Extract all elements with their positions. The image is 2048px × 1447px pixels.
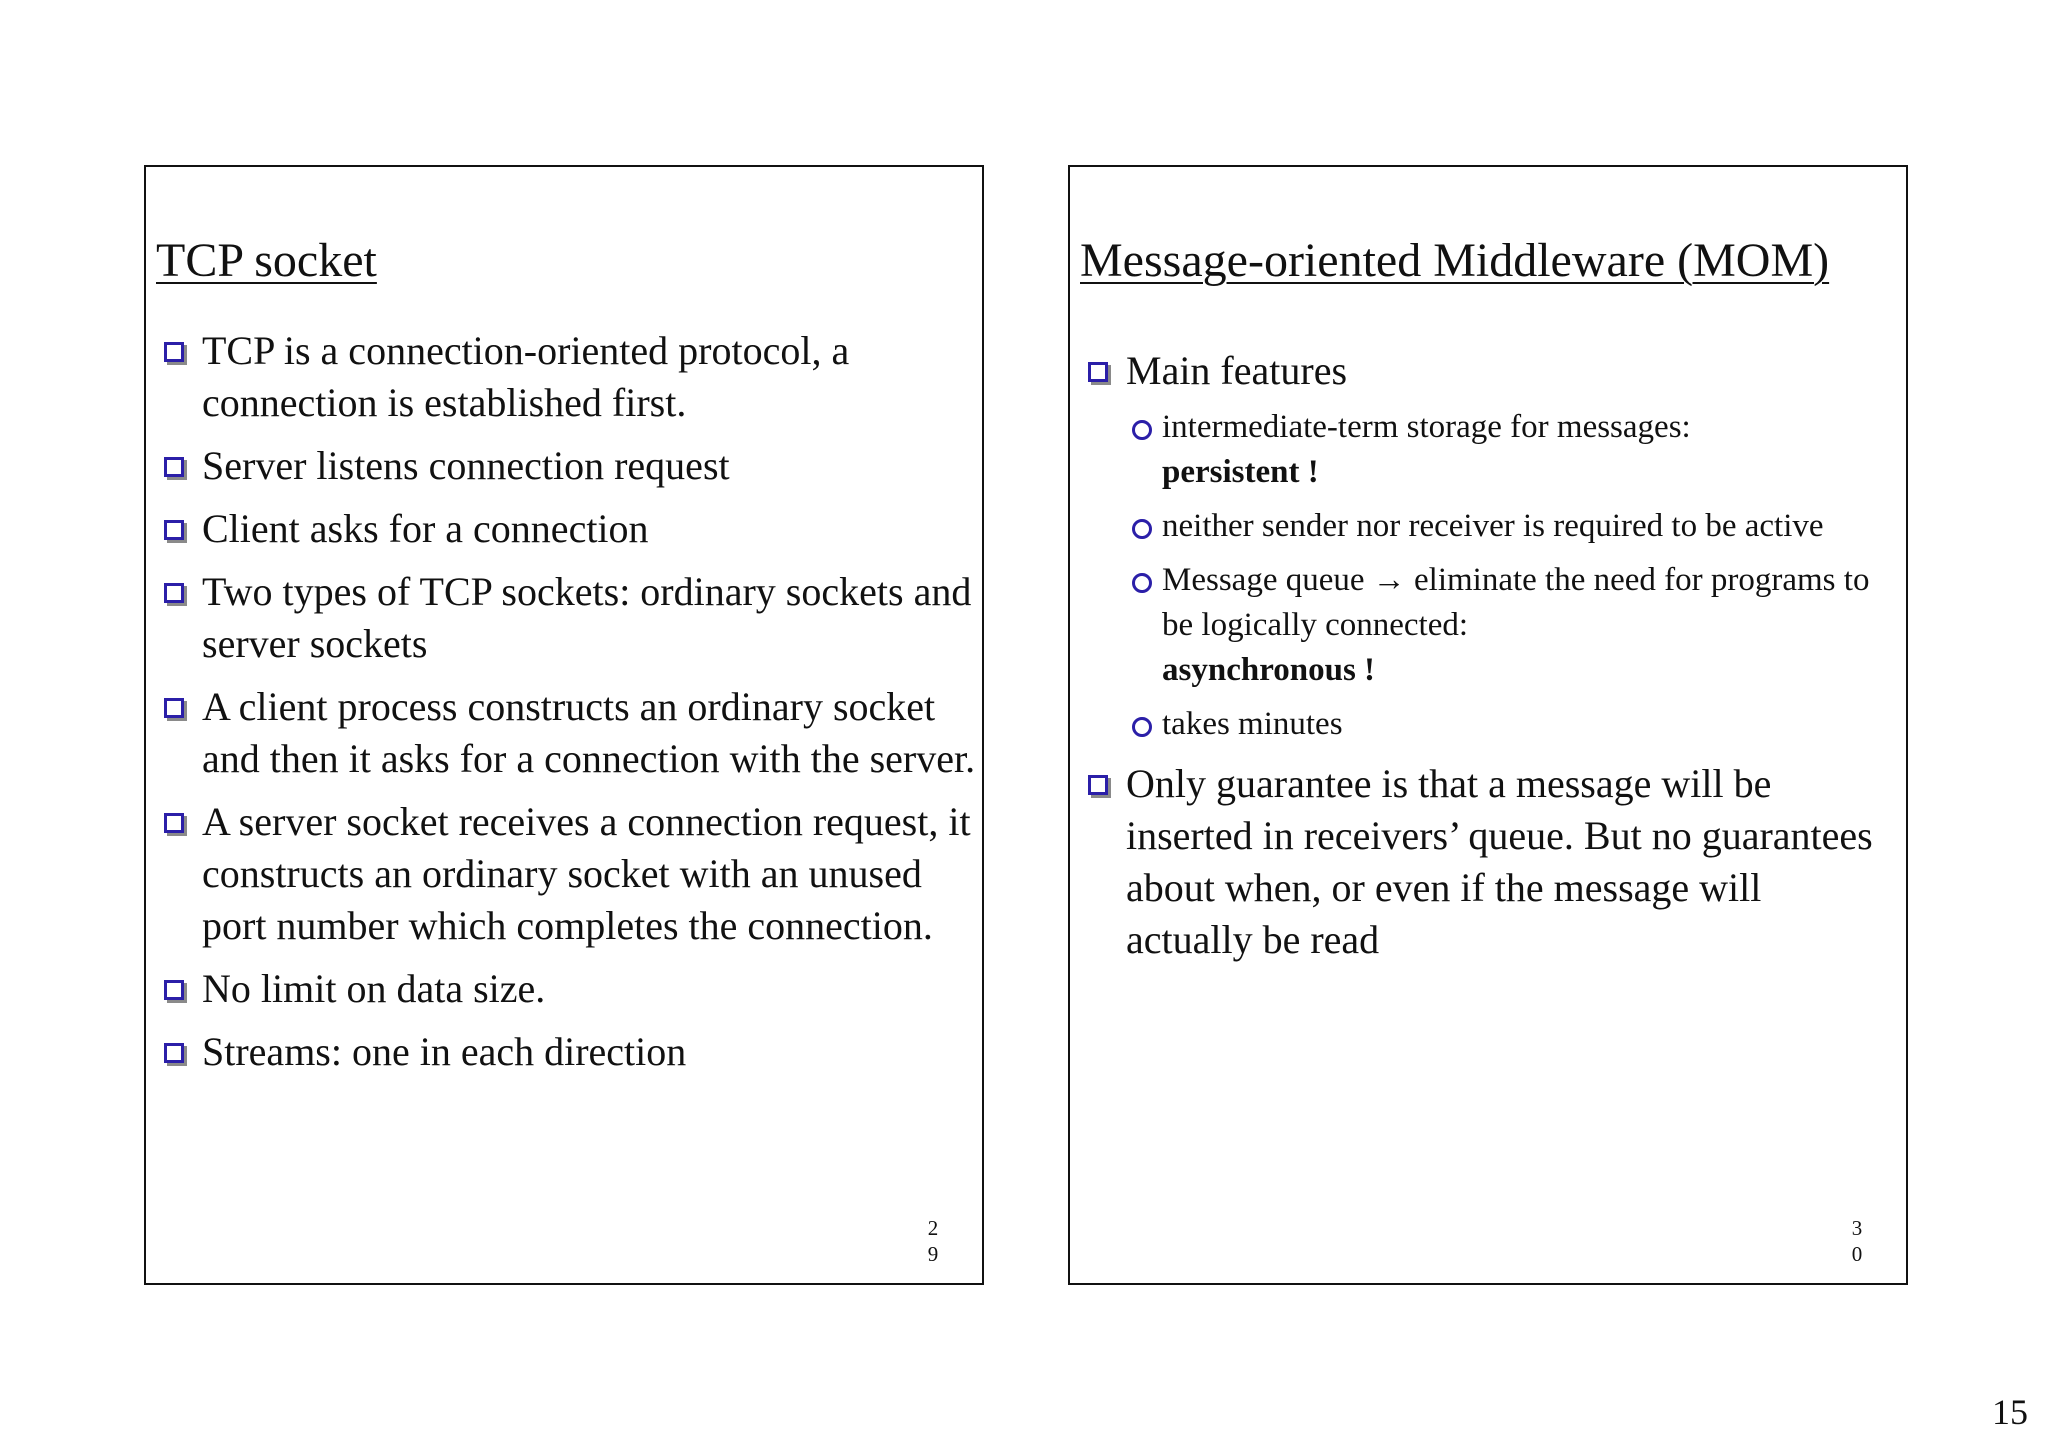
bullet-item [160, 440, 980, 492]
bullet-text: A client process constructs an ordinary socket and then it asks for a connection with the server. [202, 684, 976, 781]
slide-number [926, 1215, 940, 1267]
square-bullet-icon [1088, 362, 1108, 382]
square-bullet-icon [164, 698, 184, 718]
square-bullet-icon [164, 520, 184, 540]
sub-bullet-text: Message queue [1162, 562, 1365, 598]
bullet-text: TCP is a connection-oriented protocol, a connection is established first. [202, 328, 850, 425]
sub-bullet-bold-text: asynchronous ! [1162, 652, 1376, 688]
square-bullet-icon [164, 342, 184, 362]
bullet-text: No limit on data size. [202, 966, 546, 1011]
bullet-text: Server listens connection request [202, 443, 730, 488]
bullet-item [160, 681, 980, 785]
sub-bullet-text: eliminate the need for programs to be logically connected: [1162, 562, 1870, 643]
slide-title: Message-oriented Middleware (MOM) [1080, 234, 1830, 287]
sub-bullet-item [1126, 504, 1894, 549]
bullet-item [1084, 758, 1894, 966]
bullet-text: Two types of TCP sockets: ordinary sockets and server sockets [202, 569, 972, 666]
page-number: 15 [1992, 1392, 2028, 1432]
bullet-list [160, 325, 980, 1089]
bullet-list [1084, 345, 1894, 977]
bullet-item [160, 325, 980, 429]
bullet-item [160, 796, 980, 952]
sub-bullet-list [1126, 405, 1894, 747]
sub-bullet-text: neither sender nor receiver is required to be active [1162, 508, 1824, 544]
bullet-text: A server socket receives a connection request, it constructs an ordinary socket with an unused port number which completes the connection. [202, 799, 971, 948]
slide-number [1850, 1215, 1864, 1267]
bullet-item [160, 963, 980, 1015]
slide-number-digit: 3 [1851, 1216, 1863, 1240]
square-bullet-icon [164, 457, 184, 477]
square-bullet-icon [1088, 775, 1108, 795]
bullet-text: Streams: one in each direction [202, 1029, 687, 1074]
bullet-item [160, 503, 980, 555]
slide-number-digit: 9 [927, 1242, 939, 1266]
sub-bullet-item [1126, 405, 1894, 495]
slide-number-digit: 2 [927, 1216, 939, 1240]
square-bullet-icon [164, 813, 184, 833]
sub-bullet-item [1126, 702, 1894, 747]
sub-bullet-bold-text: persistent ! [1162, 454, 1319, 490]
square-bullet-icon [164, 583, 184, 603]
arrow-right-icon: → [1372, 562, 1406, 598]
circle-bullet-icon [1132, 519, 1152, 539]
sub-bullet-item [1126, 558, 1894, 693]
slide-tcp-socket [144, 165, 984, 1285]
bullet-text: Client asks for a connection [202, 506, 649, 551]
bullet-text: Only guarantee is that a message will be inserted in receivers’ queue. But no guarantees about when, or even if the message will actually be read [1126, 761, 1873, 962]
circle-bullet-icon [1132, 573, 1152, 593]
circle-bullet-icon [1132, 420, 1152, 440]
bullet-text: Main features [1126, 348, 1348, 393]
bullet-item [1084, 345, 1894, 747]
circle-bullet-icon [1132, 717, 1152, 737]
slide-mom [1068, 165, 1908, 1285]
bullet-item [160, 566, 980, 670]
square-bullet-icon [164, 1043, 184, 1063]
slide-number-digit: 0 [1851, 1242, 1863, 1266]
sub-bullet-text: intermediate-term storage for messages: [1162, 409, 1691, 445]
sub-bullet-text: takes minutes [1162, 706, 1343, 742]
slide-title: TCP socket [156, 234, 377, 287]
square-bullet-icon [164, 980, 184, 1000]
bullet-item [160, 1026, 980, 1078]
